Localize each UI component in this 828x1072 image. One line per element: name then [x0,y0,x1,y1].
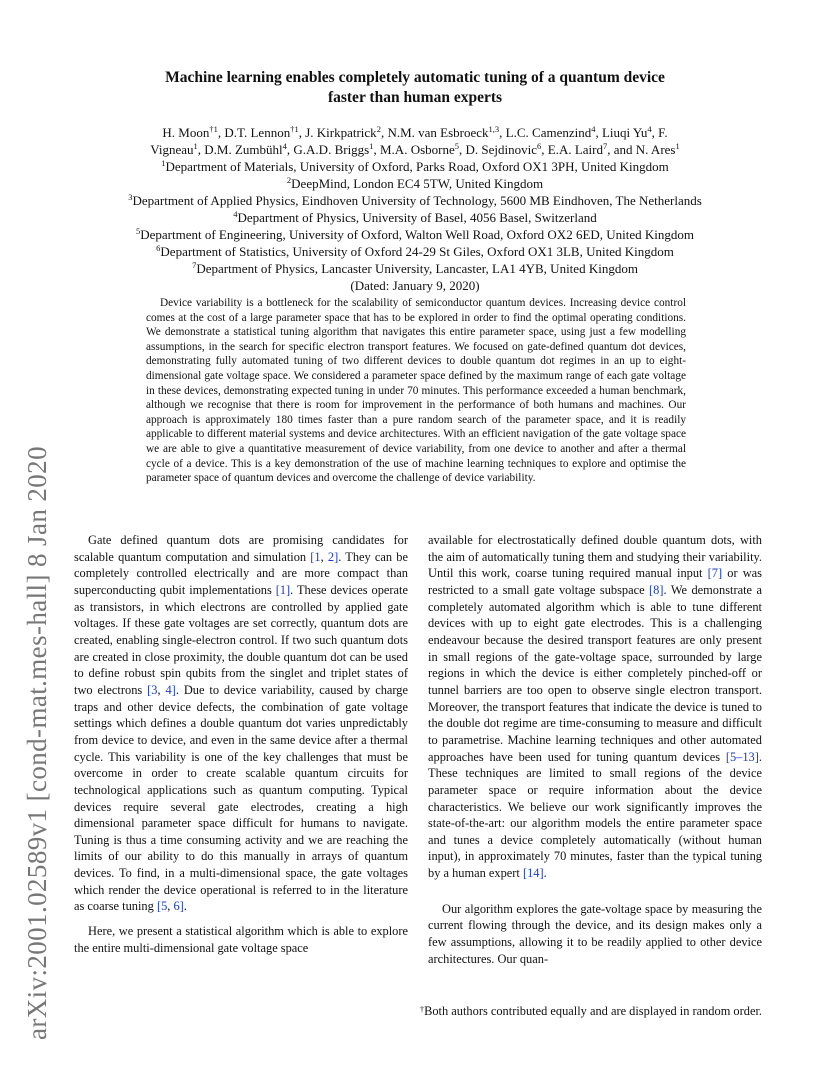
author-affiliation-mark: 2 [376,124,381,134]
author-name: , F. [651,125,668,140]
author-affiliation-mark: 1,3 [488,124,500,134]
affiliation-1 [80,158,750,175]
body-text: . We demonstrate a completely automated algorithm which is able to tune different devices with up to eight gate electrodes. This is a challenging endeavour because the desired transport features are only present in small regions of the gate-voltage space, surrounded by large regions in which the device is either completely pinched-off or tunnel barriers are too open to observe single electron transport. Moreover, the transport features that indicate the device is tuned to the double dot regime are time-consuming to measure and difficult to parametrise. Machine learning techniques and other automated approaches have been used for tuning quantum devices [428,582,762,764]
citation-link[interactable]: [1] [275,582,291,597]
author-block [80,124,750,294]
citation-link[interactable]: [7] [707,566,723,581]
affiliation-7 [80,260,750,277]
affiliation-mark: 6 [156,243,161,253]
affiliation-5 [80,226,750,243]
author-affiliation-mark: 4 [282,141,287,151]
author-affiliation-mark: 1 [193,141,198,151]
arxiv-identifier: arXiv:2001.02589v1 [cond-mat.mes-hall] 8 Jan 2020 [22,446,52,1040]
affiliation-4 [80,209,750,226]
affiliation-2 [80,175,750,192]
body-text: . These devices operate as transistors, in which electrons are controlled by applied gate voltages. If these gate voltages are set correctly, quantum dots are created, enabling single-electron control. If two such quantum dots are created in close proximity, the double quantum dot can be used to define robust spin qubits from the singlet and triplet states of two electrons [74,582,408,697]
author-affiliation-mark: †1 [209,124,218,134]
body-column-left [74,532,408,956]
affiliation-text: DeepMind, London EC4 5TW, United Kingdom [291,176,544,191]
citation-link[interactable]: [1 [310,549,321,564]
affiliation-text: Department of Engineering, University of Oxford, Walton Well Road, Oxford OX2 6ED, United Kingdom [140,227,695,242]
author-affiliation-mark: 5 [454,141,459,151]
affiliation-text: Department of Physics, University of Basel, 4056 Basel, Switzerland [237,210,597,225]
affiliation-mark: 5 [135,226,141,236]
author-name: , and N. Ares [607,142,676,157]
arxiv-identifier-sidebar [18,240,50,1040]
author-name: , D.T. Lennon [217,125,291,140]
body-text: or was restricted to a small gate voltage subspace [428,566,762,597]
citation-link[interactable]: [14] [522,866,544,881]
author-name: , G.A.D. Briggs [286,142,370,157]
citation-link[interactable]: 2] [327,549,339,564]
author-affiliation-mark: 1 [369,141,374,151]
body-text: . Due to device variability, caused by charge traps and other device defects, the combination of gate voltage settings which defines a double quantum dot varies unpredictably from device to device, and even in the same device after a thermal cycle. This variability is one of the key challenges that must be overcome in order to create scalable quantum circuits for technological applications such as quantum computing. Typical devices require several gate electrodes, creating a high dimensional parameter space difficult for humans to navigate. Tuning is thus a time consuming activity and we are reaching the limits of our ability to do this manually in arrays of quantum devices. To find, in a multi-dimensional space, the gate voltages which render the device operational is referred to in the literature as coarse tuning [74,682,408,914]
citation-link[interactable]: [5–13] [725,749,759,764]
author-affiliation-mark: 4 [647,124,652,134]
footnote-mark: † [419,1004,425,1014]
author-name: Vigneau [150,142,194,157]
body-column-right [428,532,762,967]
author-affiliation-mark: 1 [675,141,680,151]
citation-link[interactable]: 6] [173,899,184,914]
affiliation-text: Department of Materials, University of Oxford, Parks Road, Oxford OX1 3PH, United Kingdom [165,159,669,174]
title-line-1: Machine learning enables completely automatic tuning of a quantum device [165,69,665,86]
dated-line: (Dated: January 9, 2020) [350,278,480,293]
author-name: , E.A. Laird [541,142,603,157]
body-paragraph: available for electrostatically defined double quantum dots, with the aim of automatically tuning them and studying their variability. Until this work, coarse tuning required manual input [7] or was restricted to a small gate voltage subspace [8]. We demonstrate a completely automated algorithm which is able to tune different devices with up to eight gate electrodes. This is a challenging endeavour because the desired transport features are only present in small regions of the gate-voltage space, surrounded by large regions in which the device is either completely pinched-off or tunnel barriers are too open to observe single electron transport. Moreover, the transport features that indicate the device is tuned to the double dot regime are time-consuming to measure and difficult to parametrise. Machine learning techniques and other automated approaches have been used for tuning quantum devices [5–13]. These techniques are limited to small regions of the device parameter space or require information about the device characteristics. We believe our work significantly improves the state-of-the-art: our algorithm models the entire parameter space and tunes a device completely automatically (without human input), in approximately 70 minutes, faster than the typical tuning by a human expert [14]. [428,533,762,881]
abstract: Device variability is a bottleneck for the scalability of semiconductor quantum devices. Increasing device control comes at the cost of a large parameter space that has to be explored in order to find the optimal operating conditions. We demonstrate a statistical tuning algorithm that navigates this entire parameter space, using just a few modelling assumptions, in the search for specific electron transport features. We focused on gate-defined quantum dot devices, demonstrating fully automated tuning of two different devices to double quantum dot regimes in an up to eight-dimensional gate voltage space. We considered a parameter space defined by the maximum range of each gate voltage in these devices, demonstrating expected tuning in under 70 minutes. This performance exceeded a human benchmark, although we recognise that there is room for improvement in the performance of both humans and machines. Our approach is approximately 180 times faster than a pure random search of the parameter space, and it is readily applicable to different material systems and device architectures. With an efficient navigation of the gate voltage space we are able to give a quantitative measurement of device variability, from one device to another and after a thermal cycle of a device. This is a key demonstration of the use of machine learning techniques to explore and optimise the parameter space of quantum devices and overcome the challenge of device variability. [146,297,686,485]
affiliation-text: Department of Physics, Lancaster University, Lancaster, LA1 4YB, United Kingdom [196,261,638,276]
author-name: , D.M. Zumbühl [197,142,283,157]
author-affiliation-mark: †1 [290,124,299,134]
body-text: . They can be completely controlled electrically and are more compact than superconducting qubit implementations [74,549,408,597]
body-text: Gate defined quantum dots are promising candidates for scalable quantum computation and simulation [74,533,408,564]
affiliation-6 [80,243,750,260]
footnote-text: Both authors contributed equally and are displayed in random order. [424,1004,762,1018]
citation-link[interactable]: [5 [156,899,168,914]
affiliation-mark: 2 [286,175,292,185]
affiliation-text: Department of Statistics, University of Oxford 24-29 St Giles, Oxford OX1 3LB, United Kingdom [160,244,674,259]
affiliation-3 [80,192,750,209]
body-text: . These techniques are limited to small regions of the device parameter space or require information about the device characteristics. We believe our work significantly improves the state-of-the-art: our algorithm models the entire parameter space and tunes a device completely automatically (without human input), in approximately 70 minutes, faster than the typical tuning by a human expert [428,749,762,881]
body-text: available for electrostatically defined double quantum dots, with the aim of automatically tuning them and studying their variability. Until this work, coarse tuning required manual input [428,533,762,581]
author-line-2 [80,141,750,158]
author-name: , Liuqi Yu [595,125,648,140]
author-affiliation-mark: 4 [591,124,596,134]
citation-link[interactable]: [8] [649,582,664,597]
author-name: , D. Sejdinovic [459,142,537,157]
paper-title [80,68,750,108]
affiliation-mark: 3 [128,192,133,202]
body-paragraph: Our algorithm explores the gate-voltage space by measuring the current flowing through the device, and its design makes only a few assumptions, allowing it to be readily applied to other device architectures. Our quan- [428,901,762,966]
title-line-2: faster than human experts [327,89,503,106]
affiliation-text: Department of Applied Physics, Eindhoven University of Technology, 5600 MB Eindhoven, The Netherlands [132,193,702,208]
author-affiliation-mark: 6 [537,141,542,151]
affiliation-mark: 1 [161,158,166,168]
citation-link[interactable]: 4] [165,682,176,697]
affiliation-mark: 7 [192,260,197,270]
body-paragraph: Gate defined quantum dots are promising candidates for scalable quantum computation and simulation [1, 2]. They can be completely controlled electrically and are more compact than superconducting qubit implementations [1]. These devices operate as transistors, in which electrons are controlled by applied gate voltages. If these gate voltages are set correctly, quantum dots are created, enabling single-electron control. If two such quantum dots are created in close proximity, the double quantum dot can be used to define robust spin qubits from the singlet and triplet states of two electrons [3, 4]. Due to device variability, caused by charge traps and other device defects, the combination of gate voltage settings which defines a double quantum dot varies unpredictably from device to device, and even in the same device after a thermal cycle. This variability is one of the key challenges that must be overcome in order to create scalable quantum circuits for technological applications such as quantum computing. Typical devices require several gate electrodes, creating a high dimensional parameter space difficult for humans to navigate. Tuning is thus a time consuming activity and we are reaching the limits of our ability to do this manually in arrays of quantum devices. To find, in a multi-dimensional space, the gate voltages which render the device operational is referred to in the literature as coarse tuning [5, 6]. [74,533,408,914]
affiliation-mark: 4 [233,209,238,219]
author-name: H. Moon [162,125,210,140]
author-affiliation-mark: 7 [602,141,608,151]
author-name: , J. Kirkpatrick [298,125,377,140]
author-name: , L.C. Camenzind [499,125,592,140]
author-name: , N.M. van Esbroeck [380,125,489,140]
citation-link[interactable]: [3 [147,682,158,697]
author-line-1 [80,124,750,141]
footnote [330,1004,762,1019]
author-name: , M.A. Osborne [373,142,455,157]
body-paragraph: Here, we present a statistical algorithm which is able to explore the entire multi-dimensional gate voltage space [74,924,408,955]
